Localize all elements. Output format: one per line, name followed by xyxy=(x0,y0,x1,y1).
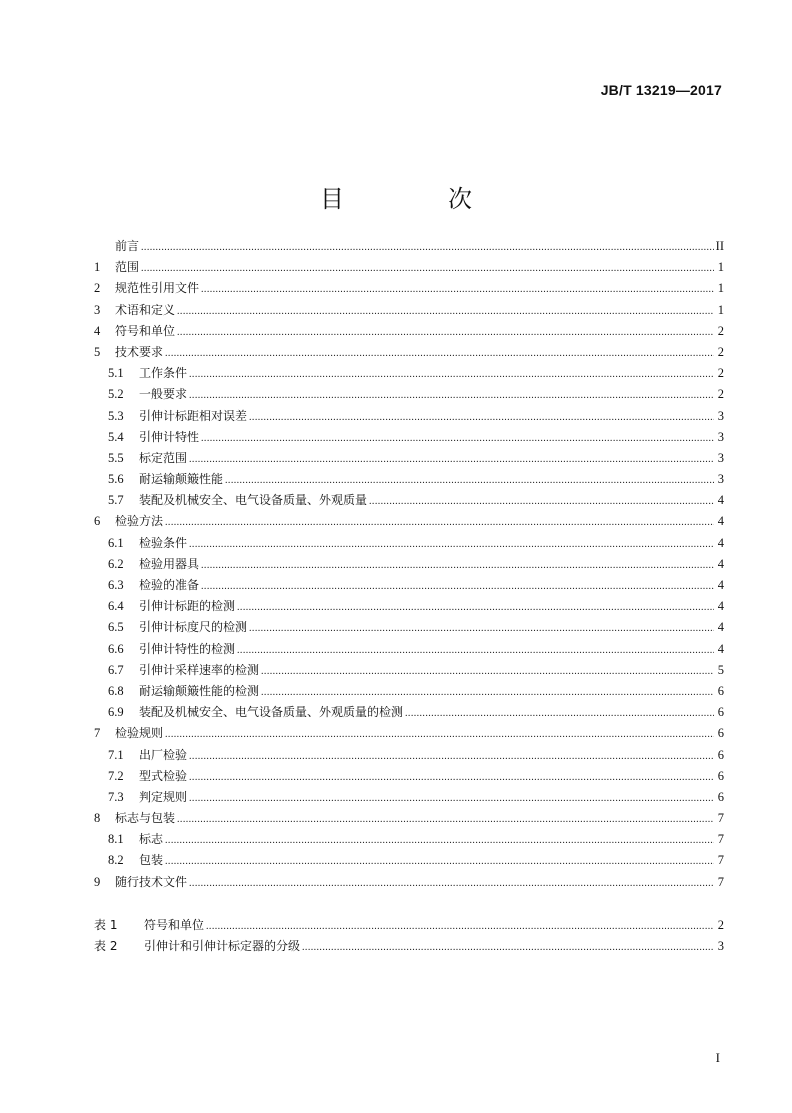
toc-entry-number: 5 xyxy=(94,344,101,359)
toc-entry-number: 6 xyxy=(94,514,101,529)
dot-leader xyxy=(165,851,714,872)
toc-entry-page: 7 xyxy=(717,853,724,868)
dot-leader xyxy=(189,788,714,809)
toc-entry-page: 6 xyxy=(717,768,724,783)
toc-entry-page: 6 xyxy=(717,789,724,804)
toc-entry-page: 1 xyxy=(717,302,724,317)
dot-leader xyxy=(249,618,714,639)
toc-entry-label: 装配及机械安全、电气设备质量、外观质量的检测 xyxy=(139,705,404,720)
toc-entry-label: 引伸计采样速率的检测 xyxy=(139,662,260,677)
toc-entry-label: 引伸计标度尺的检测 xyxy=(139,620,248,635)
toc-entry-page: 4 xyxy=(717,514,724,529)
dot-leader xyxy=(141,258,714,279)
footer-page-number: I xyxy=(715,1050,720,1065)
toc-entry-number: 6.4 xyxy=(108,599,124,614)
toc-entry-page: 2 xyxy=(717,917,724,932)
toc-entry-label: 装配及机械安全、电气设备质量、外观质量 xyxy=(139,493,368,508)
dot-leader xyxy=(249,407,714,428)
dot-leader xyxy=(189,449,714,470)
toc-entry-page: 4 xyxy=(717,578,724,592)
toc-entry-label: 规范性引用文件 xyxy=(115,281,200,296)
toc-entry-page: 4 xyxy=(717,599,724,614)
toc-entry[interactable] xyxy=(94,427,724,448)
toc-entry-number: 5.3 xyxy=(108,408,124,423)
toc-entry[interactable] xyxy=(94,469,724,490)
toc-entry-label: 前言 xyxy=(115,239,140,253)
toc-entry[interactable] xyxy=(94,278,724,299)
table-list xyxy=(94,915,724,957)
toc-entry-page: 3 xyxy=(717,408,724,423)
toc-entry-label: 出厂检验 xyxy=(139,747,188,762)
dot-leader xyxy=(237,640,714,661)
dot-leader xyxy=(177,322,714,343)
toc-entry-page: 4 xyxy=(717,493,724,508)
toc-entry-page: 7 xyxy=(717,874,724,889)
toc-entry-page: 1 xyxy=(717,260,724,275)
toc-entry-label: 引伸计标距相对误差 xyxy=(139,408,248,423)
toc-entry-number: 表 2 xyxy=(94,939,118,953)
toc-entry[interactable] xyxy=(94,300,724,321)
toc-entry-label: 检验方法 xyxy=(115,514,164,529)
toc-entry[interactable] xyxy=(94,448,724,469)
toc-entry-number: 8.2 xyxy=(108,853,124,868)
toc-entry-page: 6 xyxy=(717,726,724,741)
dot-leader xyxy=(225,470,714,491)
toc-entry-label: 术语和定义 xyxy=(115,302,176,317)
toc-entry-label: 范围 xyxy=(115,260,140,275)
toc-entry-number: 6.1 xyxy=(108,535,124,550)
toc-entry[interactable] xyxy=(94,660,724,681)
toc-entry-label: 标志 xyxy=(139,832,164,847)
toc-entry-number: 6.6 xyxy=(108,641,124,656)
toc-entry-label: 技术要求 xyxy=(115,344,164,359)
toc-entry[interactable] xyxy=(94,639,724,660)
toc-entry-page: 2 xyxy=(717,366,724,381)
toc-entry[interactable] xyxy=(94,575,724,596)
toc-entry-label: 检验的准备 xyxy=(139,578,200,592)
standard-number: JB/T 13219—2017 xyxy=(600,82,722,98)
toc-entry[interactable] xyxy=(94,745,724,766)
toc-entry-page: 2 xyxy=(717,344,724,359)
toc-entry-label: 随行技术文件 xyxy=(115,874,188,889)
toc-entry[interactable] xyxy=(94,490,724,511)
toc-entry-label: 标定范围 xyxy=(139,450,188,465)
dot-leader xyxy=(189,873,714,894)
toc-entry[interactable] xyxy=(94,342,724,363)
toc-entry-page: 4 xyxy=(717,556,724,571)
toc-entry-number: 8 xyxy=(94,811,101,826)
toc-entry-label: 耐运输颠簸性能 xyxy=(139,472,224,487)
toc-entry-page: 4 xyxy=(717,641,724,656)
toc-entry-number: 5.5 xyxy=(108,450,124,465)
toc-entry-number: 2 xyxy=(94,281,101,296)
dot-leader xyxy=(189,534,714,555)
dot-leader xyxy=(177,301,714,322)
toc-entry-number: 5.7 xyxy=(108,493,124,508)
dot-leader xyxy=(261,682,714,703)
toc-entry-number: 7.2 xyxy=(108,768,124,783)
dot-leader xyxy=(177,809,714,830)
table-of-contents xyxy=(94,236,724,957)
toc-entry[interactable] xyxy=(94,596,724,617)
toc-entries xyxy=(94,236,724,893)
toc-entry[interactable] xyxy=(94,236,724,257)
page-title: 目 次 xyxy=(320,185,512,214)
dot-leader xyxy=(141,237,714,258)
toc-entry-number: 8.1 xyxy=(108,832,124,847)
toc-entry-page: 2 xyxy=(717,387,724,402)
toc-entry-number: 6.9 xyxy=(108,705,124,720)
toc-entry-label: 判定规则 xyxy=(139,789,188,804)
dot-leader xyxy=(201,555,714,576)
toc-entry-page: 6 xyxy=(717,705,724,720)
toc-entry-number: 表 1 xyxy=(94,917,118,932)
toc-entry[interactable] xyxy=(94,787,724,808)
toc-entry[interactable] xyxy=(94,915,724,936)
toc-entry-label: 检验用器具 xyxy=(139,556,200,571)
toc-entry-label: 引伸计标距的检测 xyxy=(139,599,236,614)
toc-entry-page: 3 xyxy=(717,939,724,953)
toc-entry-number: 1 xyxy=(94,260,101,275)
toc-gap xyxy=(94,893,724,915)
toc-entry-number: 6.7 xyxy=(108,662,124,677)
toc-entry-page: 5 xyxy=(717,662,724,677)
dot-leader xyxy=(302,937,714,958)
toc-entry[interactable] xyxy=(94,533,724,554)
toc-entry[interactable] xyxy=(94,850,724,871)
toc-entry-label: 型式检验 xyxy=(139,768,188,783)
toc-entry-number: 4 xyxy=(94,323,101,338)
toc-entry[interactable] xyxy=(94,702,724,723)
toc-entry-page: 6 xyxy=(717,747,724,762)
toc-entry-page: 3 xyxy=(717,472,724,487)
toc-entry-number: 6.2 xyxy=(108,556,124,571)
toc-entry-label: 引伸计特性 xyxy=(139,429,200,444)
toc-entry-page: II xyxy=(715,239,724,253)
dot-leader xyxy=(237,597,714,618)
dot-leader xyxy=(189,746,714,767)
toc-entry[interactable] xyxy=(94,808,724,829)
toc-entry-label: 符号和单位 xyxy=(144,917,205,932)
toc-entry-page: 3 xyxy=(717,429,724,444)
toc-entry[interactable] xyxy=(94,681,724,702)
dot-leader xyxy=(189,767,714,788)
dot-leader xyxy=(189,364,714,385)
toc-entry[interactable] xyxy=(94,257,724,278)
toc-entry-page: 2 xyxy=(717,323,724,338)
toc-entry-page: 4 xyxy=(717,620,724,635)
toc-entry[interactable] xyxy=(94,511,724,532)
toc-entry[interactable] xyxy=(94,829,724,850)
toc-entry-number: 6.5 xyxy=(108,620,124,635)
toc-entry-label: 耐运输颠簸性能的检测 xyxy=(139,683,260,698)
toc-entry[interactable] xyxy=(94,936,724,957)
toc-entry-page: 7 xyxy=(717,811,724,826)
dot-leader xyxy=(189,385,714,406)
toc-entry-label: 一般要求 xyxy=(139,387,188,402)
dot-leader xyxy=(165,724,714,745)
toc-entry-number: 5.2 xyxy=(108,387,124,402)
toc-entry-page: 7 xyxy=(717,832,724,847)
dot-leader xyxy=(201,428,714,449)
dot-leader xyxy=(201,576,714,597)
toc-entry-page: 6 xyxy=(717,683,724,698)
toc-entry[interactable] xyxy=(94,766,724,787)
toc-entry-page: 4 xyxy=(717,535,724,550)
toc-entry-label: 工作条件 xyxy=(139,366,188,381)
dot-leader xyxy=(165,830,714,851)
dot-leader xyxy=(165,343,714,364)
toc-entry-number: 6.8 xyxy=(108,683,124,698)
toc-entry-number: 7.1 xyxy=(108,747,124,762)
toc-entry-label: 包装 xyxy=(139,853,164,868)
toc-entry[interactable] xyxy=(94,406,724,427)
toc-entry-label: 引伸计和引伸计标定器的分级 xyxy=(144,939,301,953)
toc-entry-number: 7.3 xyxy=(108,789,124,804)
toc-entry-number: 3 xyxy=(94,302,101,317)
toc-entry-label: 引伸计特性的检测 xyxy=(139,641,236,656)
toc-entry-number: 6.3 xyxy=(108,578,124,592)
dot-leader xyxy=(165,512,714,533)
toc-entry[interactable] xyxy=(94,321,724,342)
dot-leader xyxy=(369,491,714,512)
dot-leader xyxy=(405,703,714,724)
toc-entry-number: 7 xyxy=(94,726,101,741)
toc-entry-number: 5.1 xyxy=(108,366,124,381)
toc-entry-label: 检验条件 xyxy=(139,535,188,550)
toc-entry[interactable] xyxy=(94,723,724,744)
toc-entry-label: 符号和单位 xyxy=(115,323,176,338)
toc-entry[interactable] xyxy=(94,872,724,893)
toc-entry[interactable] xyxy=(94,384,724,405)
toc-entry[interactable] xyxy=(94,554,724,575)
toc-entry-label: 检验规则 xyxy=(115,726,164,741)
dot-leader xyxy=(206,916,714,937)
toc-entry-page: 3 xyxy=(717,450,724,465)
toc-entry[interactable] xyxy=(94,617,724,638)
dot-leader xyxy=(261,661,714,682)
toc-entry[interactable] xyxy=(94,363,724,384)
toc-entry-number: 9 xyxy=(94,874,101,889)
toc-entry-number: 5.4 xyxy=(108,429,124,444)
toc-entry-page: 1 xyxy=(717,281,724,296)
toc-entry-number: 5.6 xyxy=(108,472,124,487)
toc-entry-label: 标志与包装 xyxy=(115,811,176,826)
dot-leader xyxy=(201,279,714,300)
